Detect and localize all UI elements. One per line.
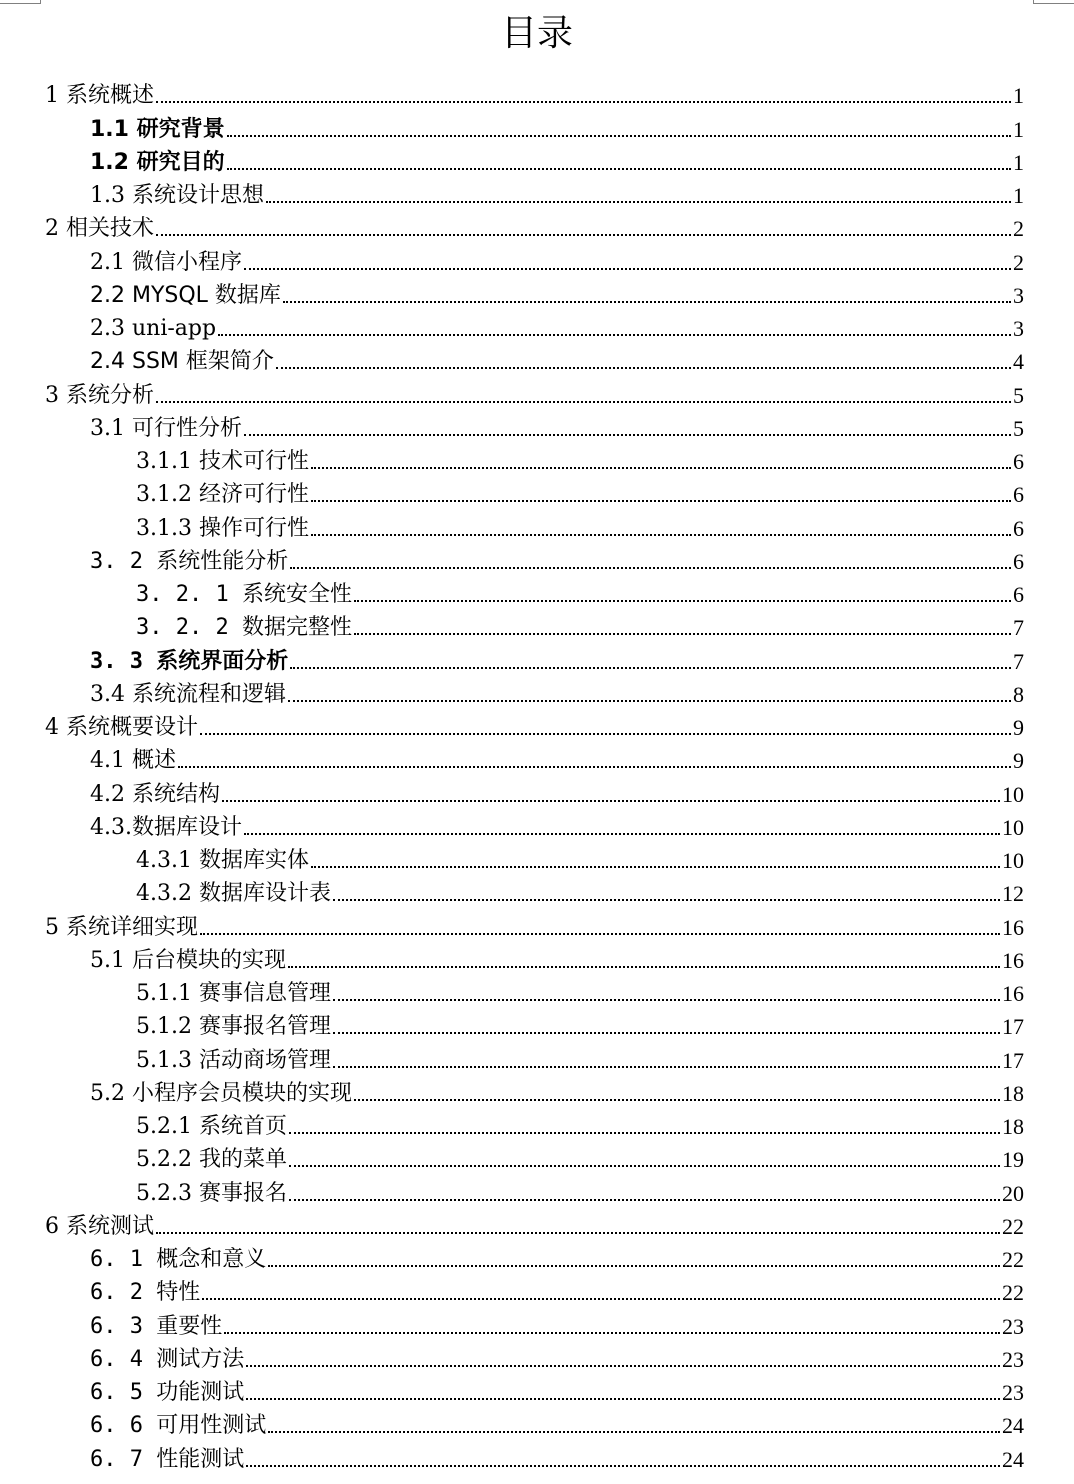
toc-leader-dots bbox=[289, 1199, 1000, 1201]
toc-entry-page: 7 bbox=[1013, 615, 1024, 641]
toc-entry-page: 1 bbox=[1013, 83, 1024, 109]
toc-entry[interactable] bbox=[0, 279, 1074, 312]
toc-entry-text: 1.2 研究目的 bbox=[90, 149, 225, 175]
toc-entry[interactable] bbox=[0, 944, 1074, 977]
toc-entry-text: 3.4 系统流程和逻辑 bbox=[90, 681, 286, 707]
toc-leader-dots bbox=[246, 1398, 1000, 1400]
toc-entry-text: 4.3.1 数据库实体 bbox=[136, 848, 309, 873]
toc-entry-page: 3 bbox=[1013, 316, 1024, 341]
toc-entry[interactable] bbox=[0, 877, 1074, 910]
toc-entry-page: 24 bbox=[1002, 1413, 1024, 1439]
toc-entry-text: 5.1 后台模块的实现 bbox=[90, 947, 286, 973]
toc-entry-page: 5 bbox=[1013, 415, 1024, 441]
toc-leader-dots bbox=[333, 1032, 1000, 1034]
toc-entry[interactable] bbox=[0, 1343, 1074, 1376]
toc-entry[interactable] bbox=[0, 345, 1074, 378]
toc-entry-page: 9 bbox=[1013, 748, 1024, 774]
toc-entry[interactable] bbox=[0, 910, 1074, 943]
toc-entry-page: 4 bbox=[1013, 349, 1024, 375]
toc-entry-page: 8 bbox=[1013, 681, 1024, 707]
toc-entry-page: 6 bbox=[1013, 482, 1024, 508]
toc-entry-page: 24 bbox=[1002, 1446, 1024, 1472]
toc-entry-text: 4 系统概要设计 bbox=[45, 715, 198, 740]
toc-entry-text: 1.3 系统设计思想 bbox=[90, 183, 264, 208]
toc-entry-page: 23 bbox=[1002, 1346, 1024, 1372]
toc-entry-text: 5.1.3 活动商场管理 bbox=[136, 1047, 331, 1073]
toc-entry-text: 5.2.1 系统首页 bbox=[136, 1114, 287, 1139]
toc-leader-dots bbox=[354, 1099, 1000, 1101]
toc-entry[interactable] bbox=[0, 644, 1074, 677]
toc-entry[interactable] bbox=[0, 478, 1074, 511]
toc-entry-page: 1 bbox=[1013, 116, 1024, 142]
toc-entry-text: 6. 7 性能测试 bbox=[90, 1446, 245, 1472]
toc-entry-page: 1 bbox=[1013, 183, 1024, 208]
toc-entry-page: 16 bbox=[1002, 914, 1024, 940]
toc-entry[interactable] bbox=[0, 1176, 1074, 1209]
toc-entry-page: 6 bbox=[1013, 548, 1024, 574]
toc-entry[interactable] bbox=[0, 1276, 1074, 1309]
toc-entry-text: 2.2 MYSQL 数据库 bbox=[90, 282, 281, 308]
toc-entry-page: 17 bbox=[1002, 1014, 1024, 1040]
toc-leader-dots bbox=[178, 766, 1011, 768]
toc-entry-text: 6. 2 特性 bbox=[90, 1280, 201, 1306]
toc-entry[interactable] bbox=[0, 1210, 1074, 1243]
toc-entry-text: 5.2 小程序会员模块的实现 bbox=[90, 1080, 352, 1106]
toc-entry-page: 22 bbox=[1002, 1247, 1024, 1272]
toc-leader-dots bbox=[244, 434, 1011, 436]
toc-leader-dots bbox=[244, 833, 1000, 835]
toc-leader-dots bbox=[311, 534, 1011, 536]
toc-leader-dots bbox=[222, 800, 1000, 802]
toc-entry[interactable] bbox=[0, 1376, 1074, 1409]
toc-leader-dots bbox=[268, 1431, 1000, 1433]
toc-entry[interactable] bbox=[0, 777, 1074, 810]
toc-leader-dots bbox=[333, 1066, 1000, 1068]
toc-entry-text: 1.1 研究背景 bbox=[90, 116, 225, 142]
toc-leader-dots bbox=[156, 1232, 1000, 1234]
toc-entry-text: 3. 2. 2 数据完整性 bbox=[136, 615, 352, 641]
toc-entry-page: 10 bbox=[1002, 848, 1024, 873]
toc-leader-dots bbox=[224, 1332, 1000, 1334]
toc-entry-page: 22 bbox=[1002, 1213, 1024, 1239]
toc-entry-page: 12 bbox=[1002, 881, 1024, 907]
toc-leader-dots bbox=[246, 1465, 1000, 1467]
toc-entry-page: 6 bbox=[1013, 515, 1024, 541]
toc-entry-page: 20 bbox=[1002, 1180, 1024, 1206]
toc-entry-text: 5 系统详细实现 bbox=[45, 914, 198, 940]
toc-leader-dots bbox=[311, 467, 1011, 469]
toc-entry-text: 3. 2 系统性能分析 bbox=[90, 548, 289, 574]
toc-entry[interactable] bbox=[0, 1309, 1074, 1342]
toc-entry-text: 3 系统分析 bbox=[45, 382, 154, 408]
toc-entry-text: 4.3.2 数据库设计表 bbox=[136, 881, 331, 907]
toc-entry[interactable] bbox=[0, 744, 1074, 777]
toc-entry[interactable] bbox=[0, 412, 1074, 445]
toc-entry[interactable] bbox=[0, 179, 1074, 212]
toc-entry[interactable] bbox=[0, 678, 1074, 711]
toc-entry-page: 17 bbox=[1002, 1047, 1024, 1073]
toc-entry-text: 5.2.3 赛事报名 bbox=[136, 1180, 287, 1206]
toc-entry-text: 1 系统概述 bbox=[45, 83, 154, 109]
toc-entry[interactable] bbox=[0, 811, 1074, 844]
toc-entry-page: 19 bbox=[1002, 1147, 1024, 1173]
toc-entry[interactable] bbox=[0, 1442, 1074, 1475]
toc-entry-text: 2.1 微信小程序 bbox=[90, 249, 242, 275]
toc-entry-page: 16 bbox=[1002, 947, 1024, 973]
toc-entry-text: 2 相关技术 bbox=[45, 216, 154, 242]
toc-entry-page: 2 bbox=[1013, 249, 1024, 275]
toc-leader-dots bbox=[227, 168, 1011, 170]
toc-entry-page: 6 bbox=[1013, 449, 1024, 474]
toc-leader-dots bbox=[202, 1298, 1000, 1300]
toc-entry-text: 3.1.3 操作可行性 bbox=[136, 515, 309, 541]
toc-title: 目录 bbox=[500, 13, 573, 54]
toc-leader-dots bbox=[283, 301, 1011, 303]
toc-list bbox=[0, 79, 1074, 1476]
toc-entry-text: 6. 5 功能测试 bbox=[90, 1380, 245, 1405]
toc-leader-dots bbox=[156, 401, 1011, 403]
toc-leader-dots bbox=[311, 866, 1000, 868]
toc-entry[interactable] bbox=[0, 578, 1074, 611]
toc-entry-text: 5.2.2 我的菜单 bbox=[136, 1147, 287, 1173]
toc-entry[interactable] bbox=[0, 511, 1074, 544]
toc-entry-text: 5.1.1 赛事信息管理 bbox=[136, 981, 331, 1006]
toc-entry[interactable] bbox=[0, 1110, 1074, 1143]
toc-entry-page: 3 bbox=[1013, 282, 1024, 308]
toc-entry-page: 9 bbox=[1013, 715, 1024, 740]
toc-leader-dots bbox=[288, 966, 1000, 968]
toc-entry-text: 3. 3 系统界面分析 bbox=[90, 648, 289, 674]
toc-entry[interactable] bbox=[0, 1409, 1074, 1442]
toc-entry-page: 18 bbox=[1002, 1080, 1024, 1106]
page-corner-mark-left bbox=[0, 0, 41, 4]
toc-entry-page: 18 bbox=[1002, 1114, 1024, 1139]
toc-entry[interactable] bbox=[0, 312, 1074, 345]
toc-entry-text: 5.1.2 赛事报名管理 bbox=[136, 1014, 331, 1040]
toc-leader-dots bbox=[333, 999, 1000, 1001]
toc-entry[interactable] bbox=[0, 1077, 1074, 1110]
toc-leader-dots bbox=[246, 1365, 1000, 1367]
toc-entry[interactable] bbox=[0, 79, 1074, 112]
toc-entry[interactable] bbox=[0, 245, 1074, 278]
toc-leader-dots bbox=[156, 234, 1011, 236]
toc-entry-text: 3.1 可行性分析 bbox=[90, 415, 242, 441]
toc-entry[interactable] bbox=[0, 711, 1074, 744]
toc-entry-page: 6 bbox=[1013, 582, 1024, 607]
toc-entry-text: 6 系统测试 bbox=[45, 1213, 154, 1239]
toc-leader-dots bbox=[276, 367, 1011, 369]
toc-entry-text: 6. 6 可用性测试 bbox=[90, 1413, 267, 1439]
page-corner-mark-right bbox=[1033, 0, 1074, 4]
toc-leader-dots bbox=[200, 733, 1011, 735]
toc-leader-dots bbox=[200, 933, 1000, 935]
toc-entry-page: 10 bbox=[1002, 814, 1024, 840]
toc-entry[interactable] bbox=[0, 112, 1074, 145]
toc-leader-dots bbox=[266, 201, 1011, 203]
toc-entry-text: 2.4 SSM 框架简介 bbox=[90, 349, 274, 375]
toc-entry-text: 3. 2. 1 系统安全性 bbox=[136, 582, 352, 607]
toc-leader-dots bbox=[354, 600, 1011, 602]
toc-entry[interactable] bbox=[0, 844, 1074, 877]
toc-entry-page: 16 bbox=[1002, 981, 1024, 1006]
toc-leader-dots bbox=[333, 899, 1000, 901]
toc-entry[interactable] bbox=[0, 1010, 1074, 1043]
toc-entry[interactable] bbox=[0, 611, 1074, 644]
toc-leader-dots bbox=[227, 135, 1011, 137]
toc-leader-dots bbox=[268, 1265, 1000, 1267]
toc-entry-text: 3.1.2 经济可行性 bbox=[136, 482, 309, 508]
toc-entry-page: 23 bbox=[1002, 1313, 1024, 1339]
toc-entry-text: 4.3.数据库设计 bbox=[90, 814, 242, 840]
toc-entry-page: 2 bbox=[1013, 216, 1024, 242]
toc-leader-dots bbox=[311, 500, 1011, 502]
toc-entry-page: 5 bbox=[1013, 382, 1024, 408]
toc-entry[interactable] bbox=[0, 146, 1074, 179]
toc-entry-text: 2.3 uni-app bbox=[90, 316, 217, 341]
toc-entry-text: 6. 3 重要性 bbox=[90, 1313, 223, 1339]
toc-entry[interactable] bbox=[0, 977, 1074, 1010]
toc-entry[interactable] bbox=[0, 445, 1074, 478]
toc-leader-dots bbox=[354, 633, 1011, 635]
toc-leader-dots bbox=[244, 268, 1011, 270]
toc-entry-page: 22 bbox=[1002, 1280, 1024, 1306]
toc-entry[interactable] bbox=[0, 1143, 1074, 1176]
toc-entry-text: 3.1.1 技术可行性 bbox=[136, 449, 309, 474]
toc-entry-text: 6. 1 概念和意义 bbox=[90, 1247, 267, 1272]
toc-entry-page: 23 bbox=[1002, 1380, 1024, 1405]
toc-entry[interactable] bbox=[0, 1243, 1074, 1276]
toc-leader-dots bbox=[289, 1165, 1000, 1167]
toc-leader-dots bbox=[218, 334, 1011, 336]
toc-leader-dots bbox=[290, 567, 1011, 569]
toc-leader-dots bbox=[289, 1132, 1000, 1134]
toc-entry-page: 7 bbox=[1013, 648, 1024, 674]
toc-entry-text: 4.2 系统结构 bbox=[90, 781, 220, 807]
toc-entry[interactable] bbox=[0, 378, 1074, 411]
toc-entry[interactable] bbox=[0, 1043, 1074, 1076]
toc-entry-page: 10 bbox=[1002, 781, 1024, 807]
toc-leader-dots bbox=[288, 700, 1011, 702]
toc-entry-text: 6. 4 测试方法 bbox=[90, 1346, 245, 1372]
toc-entry-page: 1 bbox=[1013, 149, 1024, 175]
toc-entry[interactable] bbox=[0, 212, 1074, 245]
toc-leader-dots bbox=[156, 101, 1011, 103]
toc-entry[interactable] bbox=[0, 545, 1074, 578]
toc-leader-dots bbox=[290, 667, 1011, 669]
toc-entry-text: 4.1 概述 bbox=[90, 748, 176, 774]
